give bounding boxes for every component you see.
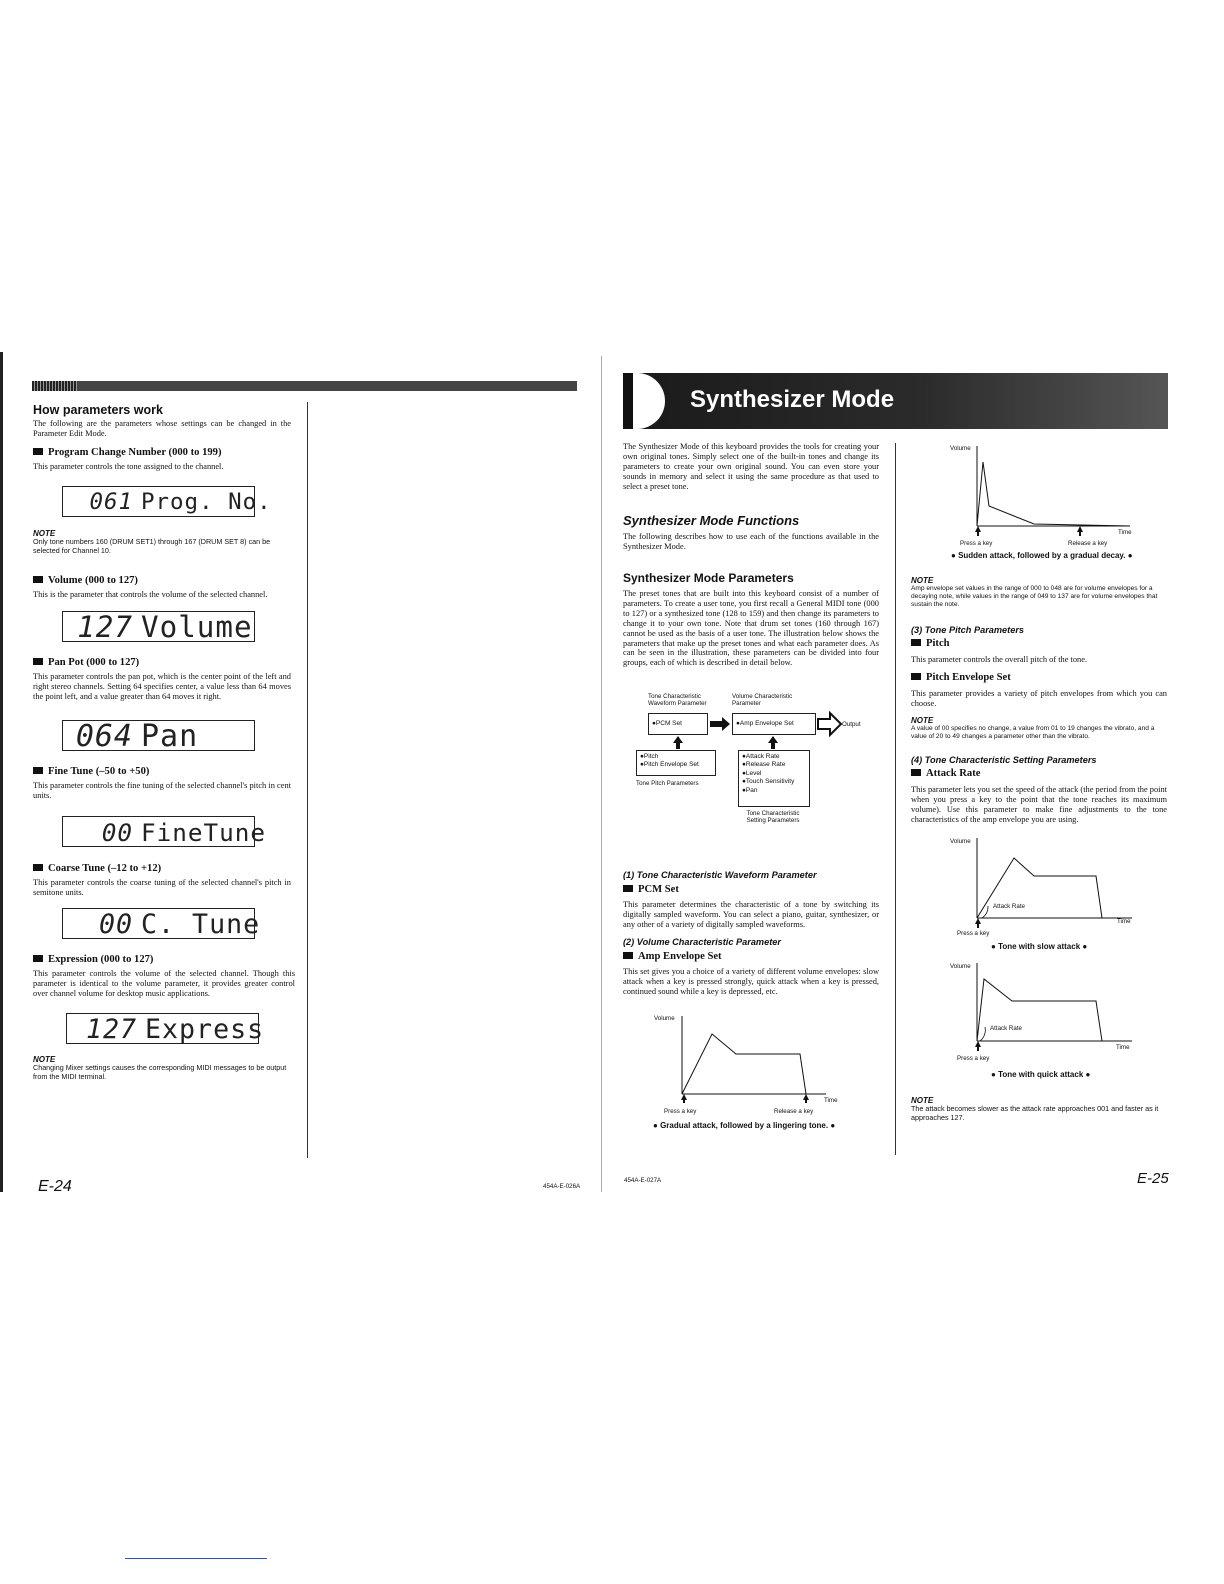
param-heading: Expression (000 to 127): [33, 954, 153, 965]
pitch-caption: Tone Pitch Parameters: [636, 780, 699, 787]
header-bar: [32, 381, 577, 391]
graph-time-label: Time: [1118, 529, 1132, 536]
synth-intro: The Synthesizer Mode of this keyboard provides the tools for creating your own original tones. Simply select one of the built-in tones and change its parameters to create your own original sound. You can even store your sounds in memory and select it using the same procedure as that used to select a preset tone.: [623, 442, 879, 491]
press-arrow: [681, 1094, 687, 1103]
setting-caption: Tone Characteristic Setting Parameters: [746, 810, 800, 825]
lcd-display: [62, 719, 255, 754]
graph-press-label: Press a key: [664, 1108, 697, 1115]
lcd-display: [62, 816, 267, 847]
param-text: This parameter controls the volume of the selected channel. Though this parameter is identical to the volume parameter, it provides greater control over channel volume for desktop music applications.: [33, 969, 295, 998]
param-text: This parameter controls the coarse tuning of the selected channel's pitch in semitone units.: [33, 878, 291, 897]
left-margin-line: [0, 352, 3, 1192]
lcd-number: 00: [98, 909, 133, 940]
pcm-text: This parameter determines the characteristic of a tone by switching its digitally sampled waveform. You can select a piano, guitar, synthesizer, or any other of a variety of digitally sampled waveforms.: [623, 900, 879, 929]
banner: [623, 373, 1168, 429]
diagram-arrows: [630, 705, 870, 755]
amp-heading: Amp Envelope Set: [623, 951, 722, 962]
box-pitch-params: [636, 750, 716, 776]
arrow-pitch-up: [673, 736, 683, 749]
graph-caption: ● Gradual attack, followed by a lingering tone. ●: [653, 1121, 836, 1130]
diagram-output-label: Output: [842, 721, 861, 728]
setting-item: ●Release Rate: [742, 761, 786, 769]
note-text: Changing Mixer settings causes the corresponding MIDI messages to be output from the MIDI terminal.: [33, 1063, 287, 1081]
param-heading: Coarse Tune (–12 to +12): [33, 863, 161, 874]
pitch-item: ●Pitch Envelope Set: [640, 761, 699, 769]
param-heading: Program Change Number (000 to 199): [33, 447, 222, 458]
pitch-text: This parameter controls the overall pitch of the tone.: [911, 655, 1088, 664]
pitch-heading: Pitch: [911, 638, 950, 649]
arrow-to-output: [818, 713, 841, 735]
right-page-number: E-25: [1137, 1170, 1169, 1187]
lcd-number: 064: [75, 719, 133, 754]
bottom-underline: [125, 1558, 267, 1559]
lcd-display: [62, 611, 255, 642]
note-text: A value of 00 specifies no change, a value from 01 to 19 changes the vibrato, and a value of 20 to 49 changes a parameter other than the vibrato.: [911, 725, 1155, 740]
caption-text: Tone with slow attack: [998, 942, 1081, 951]
header-bar-pattern: [32, 381, 77, 391]
arrow-pcm-to-amp: [710, 717, 730, 731]
right-footer-code: 454A-E-027A: [624, 1177, 662, 1184]
param-text: This parameter controls the pan pot, which is the center point of the left and right stereo channels. Setting 64 specifies center, a value less than 64 moves the point left, and a value greater than 64 moves it right.: [33, 672, 291, 701]
note-label: NOTE: [33, 1055, 56, 1064]
graph-caption: ● Sudden attack, followed by a gradual decay. ●: [951, 551, 1133, 560]
attack-text: This parameter lets you set the speed of the attack (the period from the point when you press a key to the point that the tone reaches its maximum volume). Use this parameter to make fine adjustments to the tone characteristics of the amp envelope you are using.: [911, 785, 1167, 824]
caption-text: Tone with quick attack: [998, 1070, 1084, 1079]
banner-tab-black: [623, 373, 633, 429]
note-label: NOTE: [33, 529, 56, 538]
press-arrow: [975, 1041, 981, 1051]
caption-text: Sudden attack, followed by a gradual decay.: [958, 551, 1126, 560]
lcd-number: 00: [101, 818, 133, 847]
left-footer-code: 454A-E-026A: [543, 1183, 581, 1190]
attack-rate-label: Attack Rate: [990, 1025, 1022, 1032]
note-text: The attack becomes slower as the attack rate approaches 001 and faster as it approaches 127.: [911, 1104, 1159, 1122]
lcd-display: [62, 908, 261, 940]
lcd-number: 127: [77, 610, 133, 644]
graph-release-label: Release a key: [774, 1108, 814, 1115]
graph-release-label: Release a key: [1068, 540, 1108, 547]
graph-time-label: Time: [1117, 918, 1131, 925]
param-heading: Fine Tune (–50 to +50): [33, 766, 149, 777]
lcd-label: Prog. No.: [141, 489, 272, 515]
left-intro: The following are the parameters whose settings can be changed in the Parameter Edit Mode.: [33, 419, 291, 438]
setting-item: ●Level: [742, 769, 762, 777]
attack-heading: Attack Rate: [911, 768, 980, 779]
box-setting-params: [738, 750, 810, 807]
graph-time-label: Time: [1116, 1044, 1130, 1051]
graph-volume-label: Volume: [950, 838, 971, 845]
graph-volume-label: Volume: [950, 963, 971, 970]
graph-plot: [972, 444, 1142, 539]
graph-volume-label: Volume: [654, 1015, 675, 1022]
lcd-display: [66, 1013, 265, 1045]
right-column-rule: [895, 443, 896, 1155]
sec3-title: (3) Tone Pitch Parameters: [911, 625, 1025, 635]
press-arrow: [975, 526, 981, 536]
pcm-heading: PCM Set: [623, 884, 679, 895]
attack-rate-arc: [980, 1027, 985, 1041]
setting-item: ●Attack Rate: [742, 753, 780, 760]
caption-text: Gradual attack, followed by a lingering tone.: [660, 1121, 829, 1130]
lcd-label: Pan: [141, 719, 199, 754]
box-amp-envelope: ●Amp Envelope Set: [732, 713, 816, 735]
graph-plot: [972, 961, 1142, 1056]
press-arrow: [975, 918, 981, 928]
lcd-label: FineTune: [141, 818, 267, 847]
graph-press-label: Press a key: [957, 930, 990, 937]
param-text: This parameter controls the tone assigned to the channel.: [33, 462, 224, 471]
release-arrow: [803, 1094, 809, 1103]
param-heading: Pan Pot (000 to 127): [33, 657, 139, 668]
graph-press-label: Press a key: [960, 540, 993, 547]
note-text: Amp envelope set values in the range of 000 to 048 are for volume envelopes for a decaying note, while values in the range of 049 to 137 are for volume envelopes that sustain the note.: [911, 585, 1158, 608]
note-label: NOTE: [911, 716, 934, 725]
note-label: NOTE: [911, 576, 934, 585]
param-text: This is the parameter that controls the volume of the selected channel.: [33, 590, 268, 599]
box-pcm-set: ●PCM Set: [648, 713, 708, 735]
param-heading: Volume (000 to 127): [33, 575, 138, 586]
pitch-item: ●Pitch: [640, 753, 659, 760]
page-gutter: [601, 356, 602, 1192]
left-page-number: E-24: [38, 1178, 72, 1195]
graph-plot: [676, 1014, 836, 1104]
amp-text: This set gives you a choice of a variety of different volume envelopes: slow attack when a key is pressed strongly, quick attack when a key is pressed, continued sound while a key is depressed, etc.: [623, 967, 879, 996]
graph-caption: ● Tone with slow attack ●: [991, 942, 1088, 951]
diagram-label-waveform: Tone Characteristic Waveform Parameter: [648, 693, 707, 708]
graph-press-label: Press a key: [957, 1055, 990, 1062]
param-text: This parameter controls the fine tuning of the selected channel's pitch in cent units.: [33, 781, 291, 800]
left-title: How parameters work: [33, 403, 163, 417]
diagram-label-volume: Volume Characteristic Parameter: [732, 693, 793, 708]
release-arrow: [1077, 526, 1083, 536]
graph-caption: ● Tone with quick attack ●: [991, 1070, 1091, 1079]
graph-volume-label: Volume: [950, 445, 971, 452]
parameters-title: Synthesizer Mode Parameters: [623, 571, 794, 585]
pitchenv-heading: Pitch Envelope Set: [911, 672, 1011, 683]
parameters-text: The preset tones that are built into this keyboard consist of a number of parameters. To create a user tone, you first recall a General MIDI tone (000 to 127) or a synthesized tone (128 to 159) and then change its parameters to change it to your own tone. Note that drum set tones (160 through 167) cannot be used as the basis of a user tone. The illustration below shows the parameters that make up the preset tones and what each parameter does. As can be seen in the illustration, these parameters can be divided into four groups, each of which is described in detail below.: [623, 589, 879, 668]
setting-item: ●Touch Sensitivity: [742, 778, 795, 786]
pitchenv-text: This parameter provides a variety of pitch envelopes from which you can choose.: [911, 689, 1167, 708]
left-column-rule: [307, 402, 308, 1158]
sec2-title: (2) Volume Characteristic Parameter: [623, 937, 781, 947]
banner-title: Synthesizer Mode: [690, 386, 895, 413]
lcd-label: Volume: [141, 610, 253, 644]
lcd-label: C. Tune: [141, 909, 261, 940]
note-label: NOTE: [911, 1096, 934, 1105]
arrow-setting-up: [768, 736, 778, 749]
graph-time-label: Time: [824, 1097, 838, 1104]
envelope-line: [977, 462, 1130, 526]
sec4-title: (4) Tone Characteristic Setting Parameters: [911, 755, 1097, 765]
setting-item: ●Pan: [742, 786, 758, 794]
functions-text: The following describes how to use each of the functions available in the Synthesizer Mode.: [623, 532, 879, 551]
lcd-number: 127: [85, 1014, 137, 1045]
lcd-number: 061: [89, 489, 133, 515]
sec1-title: (1) Tone Characteristic Waveform Parameter: [623, 870, 817, 880]
lcd-label: Express: [145, 1014, 265, 1045]
note-text: Only tone numbers 160 (DRUM SET1) through 167 (DRUM SET 8) can be selected for Channel 10.: [33, 537, 271, 555]
attack-rate-label: Attack Rate: [993, 903, 1025, 910]
envelope-line: [682, 1034, 806, 1094]
lcd-display: [62, 486, 272, 517]
functions-title: Synthesizer Mode Functions: [623, 513, 800, 528]
